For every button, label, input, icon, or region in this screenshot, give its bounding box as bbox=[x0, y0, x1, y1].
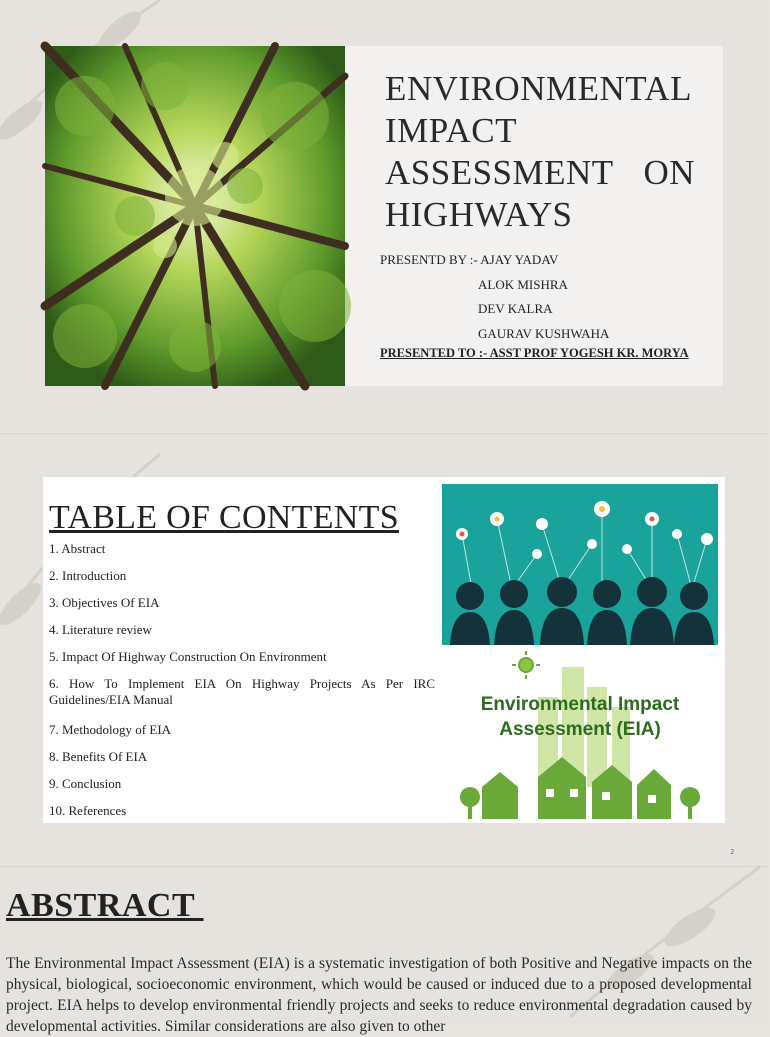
title-line-2: IMPACT bbox=[385, 111, 518, 150]
toc-item: 1. Abstract bbox=[49, 541, 106, 556]
toc-item: 6. How To Implement EIA On Highway Projects As Per IRC Guidelines/EIA Manual bbox=[49, 676, 435, 707]
toc-item: 4. Literature review bbox=[49, 622, 152, 637]
presented-by-label: PRESENTD BY :- AJAY YADAV bbox=[380, 252, 559, 267]
toc-item: 3. Objectives Of EIA bbox=[49, 595, 160, 610]
title-line-3 bbox=[385, 152, 695, 194]
table-of-contents-slide bbox=[0, 433, 768, 866]
title-line-1: ENVIRONMENTAL bbox=[385, 69, 692, 108]
toc-item: 5. Impact Of Highway Construction On Environment bbox=[49, 649, 327, 664]
toc-item: 2. Introduction bbox=[49, 568, 127, 583]
page-number: 2 bbox=[730, 848, 734, 856]
title-line-3-right: ON bbox=[643, 153, 695, 192]
presenter-name: DEV KALRA bbox=[478, 301, 553, 316]
eia-image-text-2: Assessment (EIA) bbox=[499, 719, 661, 740]
eia-image-text-1: Environmental Impact bbox=[480, 694, 680, 715]
title-line-3-left: ASSESSMENT bbox=[385, 153, 614, 192]
toc-list bbox=[49, 541, 435, 830]
title-card bbox=[45, 46, 723, 386]
abstract-heading: ABSTRACT bbox=[6, 887, 204, 924]
toc-card bbox=[43, 477, 725, 823]
toc-title: TABLE OF CONTENTS bbox=[49, 499, 399, 536]
toc-item: 10. References bbox=[49, 803, 127, 818]
presenter-name: GAURAV KUSHWAHA bbox=[478, 325, 610, 341]
toc-item: 8. Benefits Of EIA bbox=[49, 749, 148, 764]
presented-to: PRESENTED TO :- ASST PROF YOGESH KR. MORYA bbox=[380, 346, 689, 360]
title-slide bbox=[0, 0, 768, 432]
people-network-image bbox=[442, 484, 718, 645]
title-line-4: HIGHWAYS bbox=[385, 195, 573, 234]
toc-item: 7. Methodology of EIA bbox=[49, 722, 172, 737]
abstract-body: The Environmental Impact Assessment (EIA) is a systematic investigation of both Positive and Negative impacts on the physical, biological, socioeconomic environment, which would be caused or induced due to a proposed developmental project. EIA helps to develop environmental friendly projects and seeks to reduce environmental degradation caused by developmental activities. Similar considerations are also given to other bbox=[6, 955, 752, 1035]
presenters-list bbox=[380, 248, 609, 346]
forest-canopy-image bbox=[45, 46, 345, 386]
presenter-name: ALOK MISHRA bbox=[478, 276, 568, 292]
abstract-slide bbox=[0, 866, 768, 1035]
presentation-title bbox=[385, 68, 695, 236]
eia-illustration bbox=[442, 647, 718, 819]
toc-item: 9. Conclusion bbox=[49, 776, 122, 791]
